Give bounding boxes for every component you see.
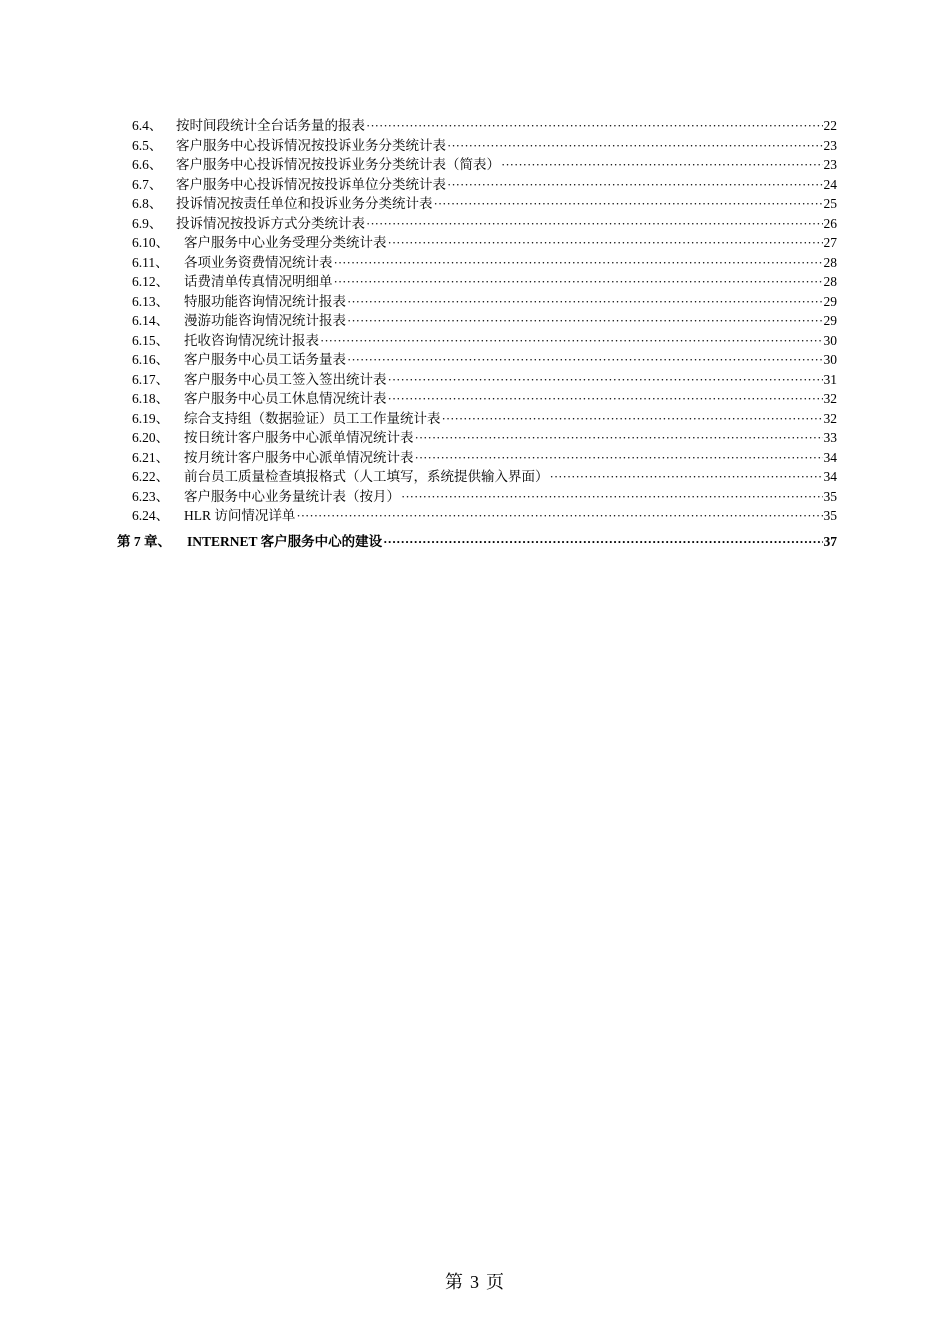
toc-entry-number: 6.19、: [132, 410, 170, 426]
toc-entry-number: 6.6、: [132, 157, 163, 172]
toc-entry-title: 按月统计客户服务中心派单情况统计表: [184, 448, 414, 468]
toc-entry[interactable]: [0, 194, 950, 214]
toc-dot-leader: [366, 214, 823, 234]
toc-entry[interactable]: [0, 272, 950, 292]
toc-entry[interactable]: [0, 292, 950, 312]
toc-entry-number: 6.22、: [132, 469, 170, 484]
toc-entry-number: 6.9、: [132, 215, 163, 231]
toc-entry-title: 各项业务资费情况统计表: [184, 253, 333, 273]
toc-entry-page: 25: [823, 196, 837, 211]
toc-dot-leader: [501, 155, 823, 175]
toc-chapter-entry[interactable]: [0, 532, 950, 552]
toc-entry-number: 6.20、: [132, 430, 170, 445]
toc-entry[interactable]: [0, 506, 950, 526]
toc-dot-leader: [383, 532, 822, 552]
toc-dot-leader: [401, 487, 823, 507]
toc-entry-page: 32: [823, 391, 837, 406]
toc-entry-page: 22: [823, 118, 837, 133]
toc-dot-leader: [550, 467, 823, 487]
toc-entry-number: 6.5、: [132, 137, 163, 153]
toc-entry-page: 23: [823, 137, 837, 153]
toc-entry[interactable]: [0, 311, 950, 331]
toc-entry-title: 客户服务中心员工签入签出统计表: [184, 370, 387, 390]
toc-entry-title: 漫游功能咨询情况统计报表: [184, 311, 346, 331]
toc-entry-number: 6.12、: [132, 274, 170, 289]
toc-dot-leader: [334, 253, 823, 273]
toc-entry[interactable]: [0, 136, 950, 156]
toc-entry-title: 客户服务中心员工休息情况统计表: [184, 389, 387, 409]
toc-entry-page: 28: [823, 254, 837, 270]
toc-entry-title: 前台员工质量检查填报格式（人工填写，系统提供输入界面）: [184, 467, 549, 487]
toc-entry-title: 客户服务中心投诉情况按投诉业务分类统计表（简表）: [176, 155, 500, 175]
toc-entry-title: 托收咨询情况统计报表: [184, 331, 319, 351]
toc-dot-leader: [388, 389, 823, 409]
toc-entry-title: 投诉情况按投诉方式分类统计表: [176, 214, 365, 234]
toc-entry[interactable]: [0, 428, 950, 448]
toc-entry[interactable]: [0, 409, 950, 429]
toc-entry-number: 6.13、: [132, 293, 170, 309]
footer-page-number: 3: [470, 1272, 480, 1292]
toc-entry[interactable]: [0, 116, 950, 136]
toc-dot-leader: [388, 370, 823, 390]
toc-entry-title: 按日统计客户服务中心派单情况统计表: [184, 428, 414, 448]
toc-entry[interactable]: [0, 350, 950, 370]
table-of-contents: [0, 116, 950, 551]
toc-entry-title: 客户服务中心业务受理分类统计表: [184, 233, 387, 253]
toc-entry[interactable]: [0, 175, 950, 195]
toc-entry-number: 6.4、: [132, 118, 163, 133]
toc-entry[interactable]: [0, 487, 950, 507]
toc-entry-page: 28: [823, 274, 837, 289]
toc-dot-leader: [447, 175, 823, 195]
toc-dot-leader: [434, 194, 823, 214]
toc-chapter-title: INTERNET 客户服务中心的建设: [187, 532, 382, 552]
toc-entry[interactable]: [0, 214, 950, 234]
toc-entry-page: 32: [823, 410, 837, 426]
toc-entry-number: 6.14、: [132, 313, 170, 328]
toc-entry-page: 35: [823, 488, 837, 504]
toc-dot-leader: [442, 409, 823, 429]
toc-entry-page: 30: [823, 352, 837, 367]
toc-entry-page: 31: [823, 371, 837, 387]
toc-entry-title: HLR 访问情况详单: [184, 506, 295, 526]
toc-chapter-number: 第 7 章、: [117, 533, 171, 549]
toc-chapter-page: 37: [823, 533, 837, 549]
toc-dot-leader: [415, 428, 823, 448]
toc-entry-page: 27: [823, 235, 837, 250]
page-footer: [0, 1268, 950, 1294]
toc-entry-number: 6.8、: [132, 196, 163, 211]
toc-entry-title: 综合支持组（数据验证）员工工作量统计表: [184, 409, 441, 429]
toc-entry[interactable]: [0, 233, 950, 253]
toc-dot-leader: [366, 116, 823, 136]
toc-entry-title: 客户服务中心业务量统计表（按月）: [184, 487, 400, 507]
toc-dot-leader: [320, 331, 823, 351]
toc-entry-title: 客户服务中心投诉情况按投诉业务分类统计表: [176, 136, 446, 156]
toc-entry-title: 投诉情况按责任单位和投诉业务分类统计表: [176, 194, 433, 214]
toc-dot-leader: [347, 311, 823, 331]
toc-entry[interactable]: [0, 448, 950, 468]
toc-entry[interactable]: [0, 467, 950, 487]
toc-entry-page: 24: [823, 176, 837, 192]
toc-entry-page: 35: [823, 508, 837, 523]
toc-dot-leader: [334, 272, 823, 292]
footer-suffix: 页: [486, 1272, 505, 1292]
toc-entry-page: 29: [823, 293, 837, 309]
toc-entry-number: 6.21、: [132, 449, 170, 465]
toc-entry-page: 26: [823, 215, 837, 231]
toc-entry-page: 34: [823, 469, 837, 484]
toc-dot-leader: [447, 136, 823, 156]
toc-entry-title: 按时间段统计全台话务量的报表: [176, 116, 365, 136]
toc-entry-page: 30: [823, 332, 837, 348]
toc-dot-leader: [347, 350, 823, 370]
toc-entry-title: 客户服务中心员工话务量表: [184, 350, 346, 370]
toc-dot-leader: [415, 448, 823, 468]
toc-entry-title: 特服功能咨询情况统计报表: [184, 292, 346, 312]
toc-entry-page: 34: [823, 449, 837, 465]
toc-entry-number: 6.17、: [132, 371, 170, 387]
toc-entry-title: 话费清单传真情况明细单: [184, 272, 333, 292]
toc-dot-leader: [296, 506, 822, 526]
toc-entry-number: 6.24、: [132, 508, 170, 523]
toc-entry[interactable]: [0, 155, 950, 175]
toc-entry-page: 29: [823, 313, 837, 328]
toc-dot-leader: [388, 233, 823, 253]
toc-entry-number: 6.23、: [132, 488, 170, 504]
toc-entry-number: 6.15、: [132, 332, 170, 348]
toc-entry-number: 6.11、: [132, 254, 169, 270]
footer-prefix: 第: [445, 1272, 464, 1292]
toc-entry[interactable]: [0, 331, 950, 351]
toc-entry-number: 6.7、: [132, 176, 163, 192]
toc-entry-page: 23: [823, 157, 837, 172]
toc-entry[interactable]: [0, 253, 950, 273]
toc-entry[interactable]: [0, 389, 950, 409]
toc-entry[interactable]: [0, 370, 950, 390]
toc-entry-number: 6.18、: [132, 391, 170, 406]
toc-dot-leader: [347, 292, 823, 312]
toc-entry-title: 客户服务中心投诉情况按投诉单位分类统计表: [176, 175, 446, 195]
toc-entry-page: 33: [823, 430, 837, 445]
toc-entry-number: 6.10、: [132, 235, 170, 250]
toc-entry-number: 6.16、: [132, 352, 170, 367]
